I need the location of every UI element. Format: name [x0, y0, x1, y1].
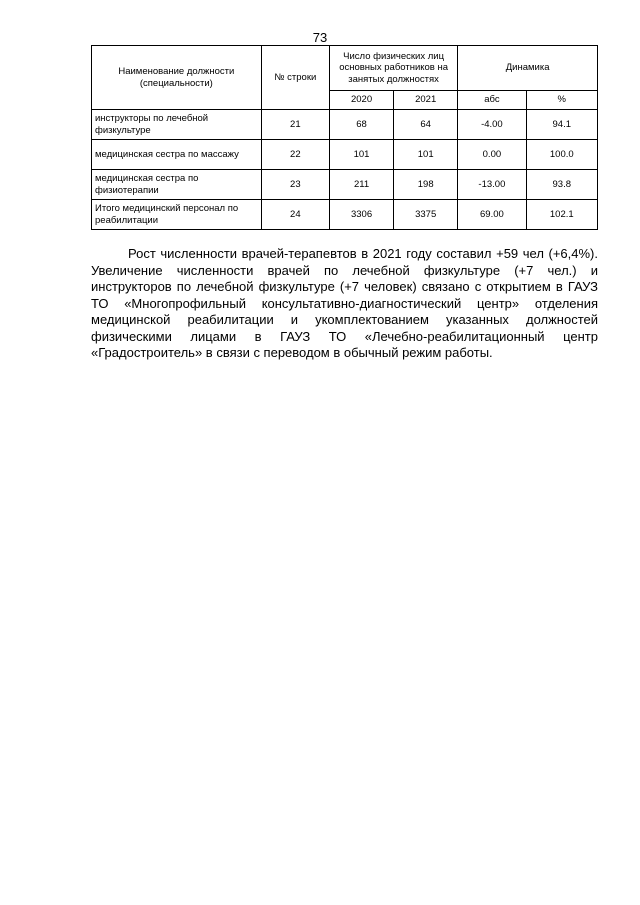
page-number: 73 [312, 30, 328, 45]
header-position-name: Наименование должности (специальности) [92, 46, 262, 110]
cell-abs: 69.00 [458, 200, 526, 230]
cell-percent: 100.0 [526, 140, 597, 170]
cell-2020: 68 [329, 110, 393, 140]
cell-percent: 94.1 [526, 110, 597, 140]
header-row-number: № строки [261, 46, 329, 110]
header-percent: % [526, 91, 597, 110]
cell-2020: 101 [329, 140, 393, 170]
cell-row-number: 24 [261, 200, 329, 230]
cell-2020: 3306 [329, 200, 393, 230]
table-row [92, 140, 598, 170]
header-year-2020: 2020 [329, 91, 393, 110]
cell-position-name: медицинская сестра по массажу [92, 140, 262, 170]
header-employee-count: Число физических лиц основных работников на занятых должностях [329, 46, 457, 91]
body-paragraph: Рост численности врачей-терапевтов в 2021 году составил +59 чел (+6,4%). Увеличение численности врачей по лечебной физкультуре (+7 чел.) и инструкторов по лечебной физкультуре (+7 человек) связано с открытием в ГАУЗ ТО «Многопрофильный консультативно-диагностический центр» отделения медицинской реабилитации и укомплектованием указанных должностей физическими лицами в ГАУЗ ТО «Лечебно-реабилитационный центр «Градостроитель» в связи с переводом в обычный режим работы. [91, 246, 598, 360]
cell-abs: 0.00 [458, 140, 526, 170]
staffing-table [91, 45, 598, 230]
cell-percent: 102.1 [526, 200, 597, 230]
cell-row-number: 22 [261, 140, 329, 170]
header-year-2021: 2021 [394, 91, 458, 110]
cell-position-name: инструкторы по лечебной физкультуре [92, 110, 262, 140]
table-row [92, 170, 598, 200]
cell-row-number: 23 [261, 170, 329, 200]
cell-2021: 64 [394, 110, 458, 140]
cell-position-name: Итого медицинский персонал по реабилитации [92, 200, 262, 230]
cell-row-number: 21 [261, 110, 329, 140]
cell-position-name: медицинская сестра по физиотерапии [92, 170, 262, 200]
cell-2021: 3375 [394, 200, 458, 230]
table-header-row [92, 46, 598, 91]
header-abs: абс [458, 91, 526, 110]
cell-abs: -4.00 [458, 110, 526, 140]
cell-2020: 211 [329, 170, 393, 200]
cell-2021: 198 [394, 170, 458, 200]
cell-2021: 101 [394, 140, 458, 170]
table-row [92, 110, 598, 140]
cell-percent: 93.8 [526, 170, 597, 200]
header-dynamics: Динамика [458, 46, 598, 91]
cell-abs: -13.00 [458, 170, 526, 200]
table-total-row [92, 200, 598, 230]
